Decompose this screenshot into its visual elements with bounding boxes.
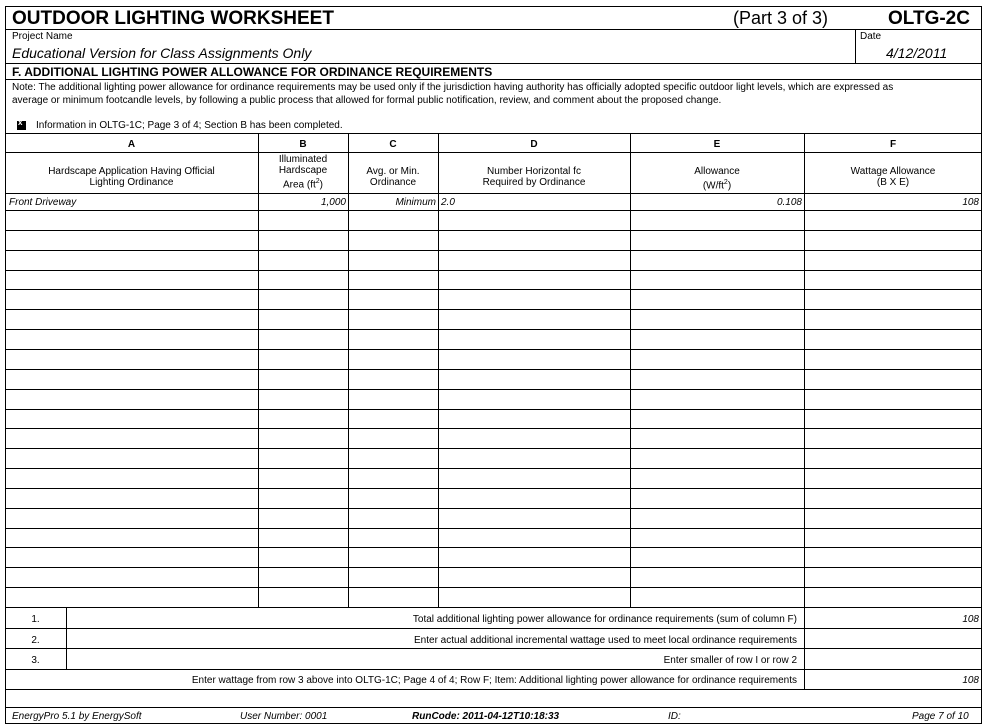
column-header-c: Avg. or Min. Ordinance (366, 166, 420, 188)
table-row-line (5, 448, 982, 449)
table-row-line (5, 250, 982, 251)
column-header-f: Wattage Allowance (B X E) (850, 166, 936, 188)
column-letter-e: E (713, 139, 721, 150)
footer-id: ID: (668, 711, 681, 722)
column-letter-b: B (299, 139, 307, 150)
completed-checkbox[interactable]: x (17, 121, 26, 130)
table-row-line (5, 528, 982, 529)
divider (5, 628, 982, 629)
divider (5, 63, 982, 64)
footer-runcode: RunCode: 2011-04-12T10:18:33 (412, 711, 560, 722)
transfer-label: Enter wattage from row 3 above into OLTG-1C; Page 4 of 4; Row F; Item: Additional lighting power allowance for ordinance requirements (191, 675, 797, 686)
date-value: 4/12/2011 (886, 45, 948, 61)
divider (5, 689, 982, 690)
project-name-value: Educational Version for Class Assignments Only (12, 45, 312, 61)
divider (5, 152, 982, 153)
column-header-d: Number Horizontal fc Required by Ordinance (482, 166, 586, 188)
divider (5, 669, 982, 670)
table-row-line (5, 409, 982, 410)
divider (5, 707, 982, 708)
table-row-line (5, 468, 982, 469)
divider (5, 648, 982, 649)
table-row-line (5, 349, 982, 350)
summary-1-value: 108 (962, 614, 979, 625)
divider (5, 79, 982, 80)
date-label: Date (860, 31, 882, 42)
transfer-value: 108 (962, 675, 979, 686)
footer-user: User Number: 0001 (240, 711, 328, 722)
row-1-allowance: 0.108 (776, 197, 802, 208)
column-divider (438, 133, 439, 607)
table-row-line (5, 369, 982, 370)
column-letter-f: F (889, 139, 897, 150)
summary-1-label: Total additional lighting power allowance for ordinance requirements (sum of column F) (412, 614, 797, 625)
form-code: OLTG-2C (888, 8, 970, 29)
table-row-line (5, 329, 982, 330)
divider (5, 29, 982, 30)
table-row-line (5, 567, 982, 568)
part-indicator: (Part 3 of 3) (733, 8, 829, 28)
column-header-e: Allowance $(W/ft^2)$ (694, 166, 740, 192)
note-line-1: Note: The additional lighting power allowance for ordinance requirements may be used only if the jurisdiction having authority has officially adopted specific outdoor light levels, which are expressed as (12, 82, 894, 93)
table-row-line (5, 508, 982, 509)
column-letter-d: D (530, 139, 538, 150)
summary-2-number: 2. (31, 635, 40, 646)
summary-2-label: Enter actual additional incremental wattage used to meet local ordinance requirements (414, 635, 797, 646)
column-letter-a: A (127, 139, 136, 150)
row-1-application: Front Driveway (9, 197, 77, 208)
footer-page: Page 7 of 10 (912, 711, 969, 722)
column-header-a: Hardscape Application Having Official Lighting Ordinance (48, 166, 215, 188)
row-1-footcandles: 2.0 (441, 197, 455, 208)
footer-software: EnergyPro 5.1 by EnergySoft (12, 711, 142, 722)
summary-1-number: 1. (31, 614, 40, 625)
table-row-line (5, 230, 982, 231)
table-row-line (5, 309, 982, 310)
row-1-wattage: 108 (962, 197, 979, 208)
column-divider (804, 133, 805, 689)
table-row-line (5, 488, 982, 489)
worksheet-title: OUTDOOR LIGHTING WORKSHEET (12, 8, 334, 29)
table-row-line (5, 289, 982, 290)
row-1-area: 1,000 (320, 197, 346, 208)
column-header-b: Illuminated Hardscape Area $(ft^2)$ (278, 154, 328, 191)
table-row-line (5, 587, 982, 588)
table-row-line (5, 389, 982, 390)
column-letter-c: C (389, 139, 397, 150)
section-title: F. ADDITIONAL LIGHTING POWER ALLOWANCE FOR ORDINANCE REQUIREMENTS (12, 65, 493, 79)
note-line-2: average or minimum footcandle levels, by following a public process that allowed for formal public notification, review, and comment about the proposed change. (12, 95, 722, 106)
checkbox-label: Information in OLTG-1C; Page 3 of 4; Section B has been completed. (36, 120, 343, 131)
table-row-line (5, 270, 982, 271)
divider (5, 193, 982, 194)
summary-3-number: 3. (31, 655, 40, 666)
table-row-line (5, 210, 982, 211)
divider (855, 29, 856, 63)
summary-3-label: Enter smaller of row I or row 2 (663, 655, 797, 666)
divider (5, 607, 982, 608)
project-name-label: Project Name (12, 31, 73, 42)
table-row-line (5, 428, 982, 429)
row-1-ordinance-type: Minimum (395, 197, 436, 208)
divider (5, 133, 982, 134)
table-row-line (5, 547, 982, 548)
